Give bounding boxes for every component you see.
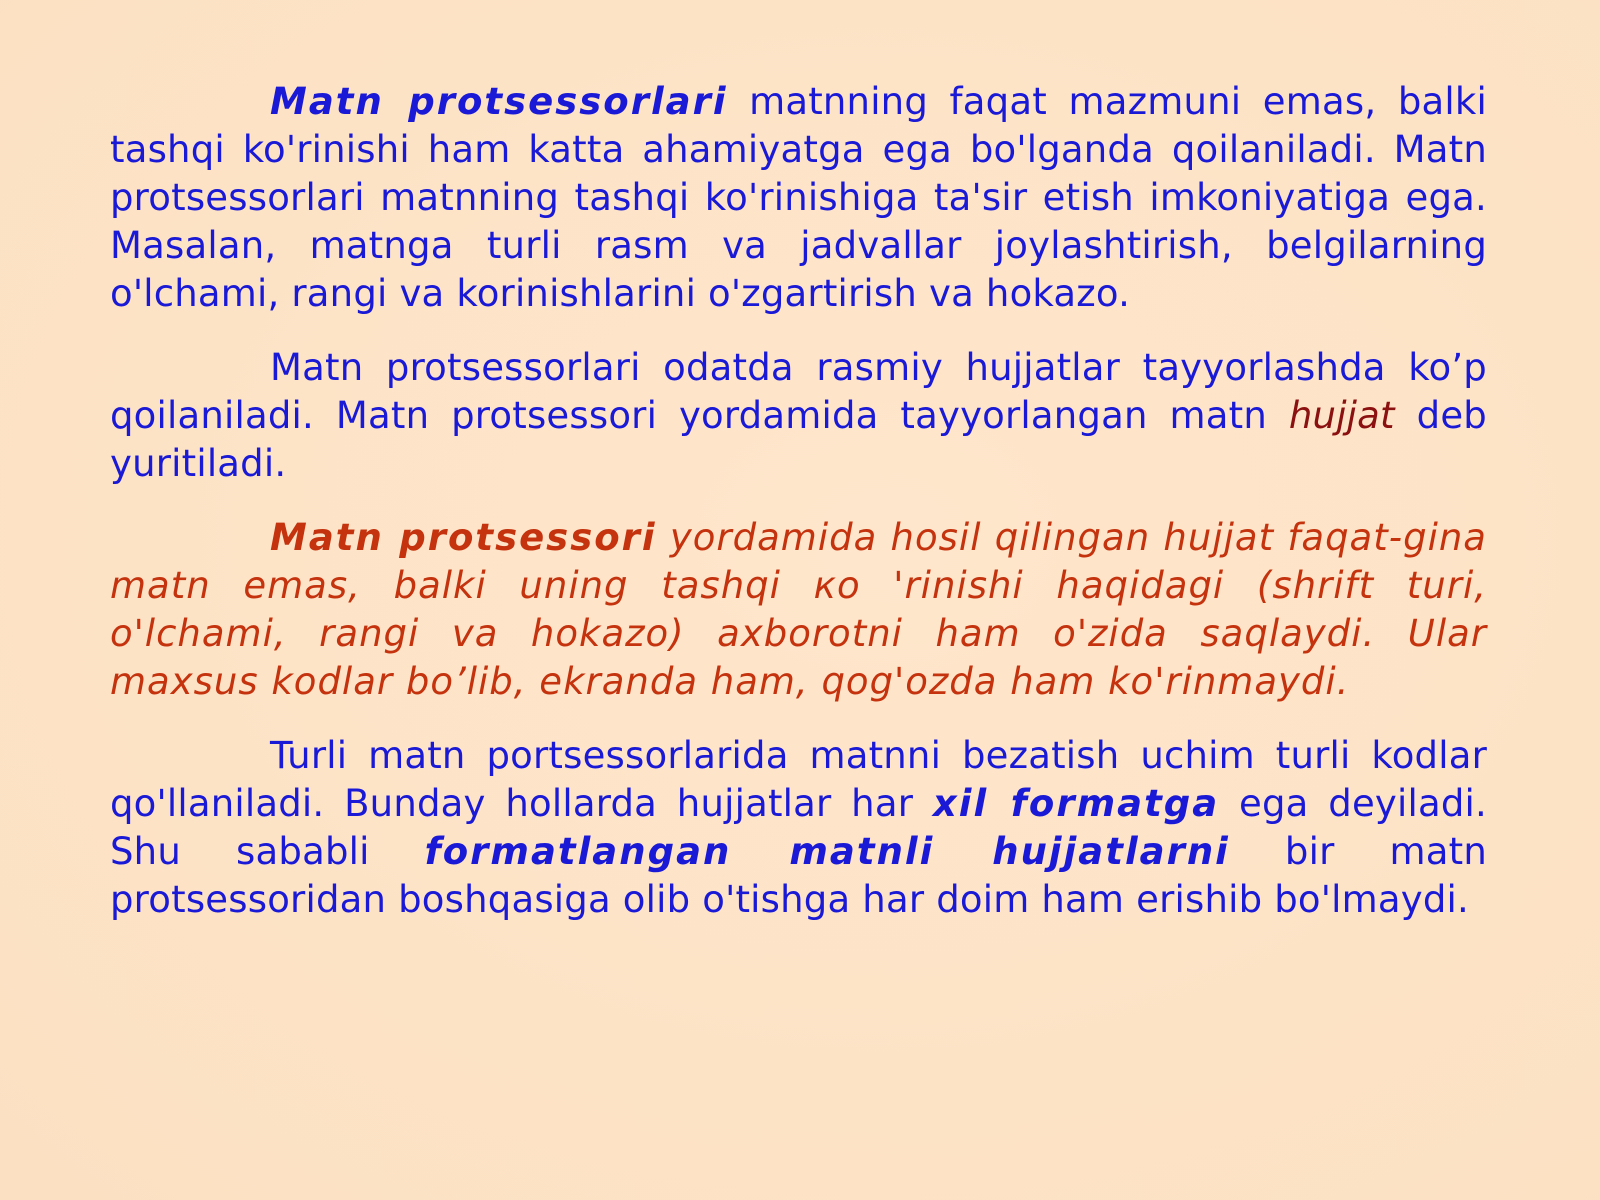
paragraph-1-text: matnning faqat mazmuni emas, balki tashqi ko'rinishi ham katta ahamiyatga ega bo'lganda qoilaniladi. Matn protsessorlari matnning tashqi ko'rinishiga ta'sir etish imkoniyatiga ega. Masalan, matnga turli rasm va jadvallar joylashtirish, belgilarning o'lchami, rangi va korinishlarini o'zgartirish va hokazo. [110, 80, 1487, 315]
term-matn-protsessorlari: Matn protsessorlari [270, 80, 728, 123]
term-matn-protsessori: Matn protsessori [270, 516, 657, 559]
term-hujjat: hujjat [1288, 394, 1395, 437]
paragraph-3-text: yordamida hosil qilingan hujjat faqat-gina matn emas, balki uning tashqi ко 'rinishi haqidagi (shrift turi, o'lchami, rangi va hokazo) axborotni ham o'zida saqlaydi. Ular maxsus kodlar bo’lib, ekranda ham, qog'ozda ham ko'rinmaydi. [110, 516, 1487, 703]
paragraph-2 [110, 344, 1487, 488]
paragraph-4-text-a: Turli matn portsessorlarida matnni bezatish uchim turli kodlar qo'llaniladi. Bunday hollarda hujjatlar har [110, 734, 1487, 825]
term-formatlangan-matnli-hujjatlarni: formatlangan matnli hujjatlarni [424, 830, 1230, 873]
term-xil-formatga: xil formatga [932, 782, 1220, 825]
paragraph-1 [110, 78, 1487, 318]
paragraph-4-text-c: bir matn protsessoridan boshqasiga olib o'tishga har doim ham erishib bo'lmaydi. [110, 830, 1487, 921]
paragraph-4-text-b: ega deyiladi. Shu sababli [110, 782, 1487, 873]
paragraph-4 [110, 732, 1487, 924]
paragraph-2-text-a: Matn protsessorlari odatda rasmiy hujjatlar tayyorlashda ko’p qoilaniladi. Matn protsessori yordamida tayyorlangan matn [110, 346, 1487, 437]
paragraph-3 [110, 514, 1487, 706]
paragraph-2-text-b: deb yuritiladi. [110, 394, 1487, 485]
